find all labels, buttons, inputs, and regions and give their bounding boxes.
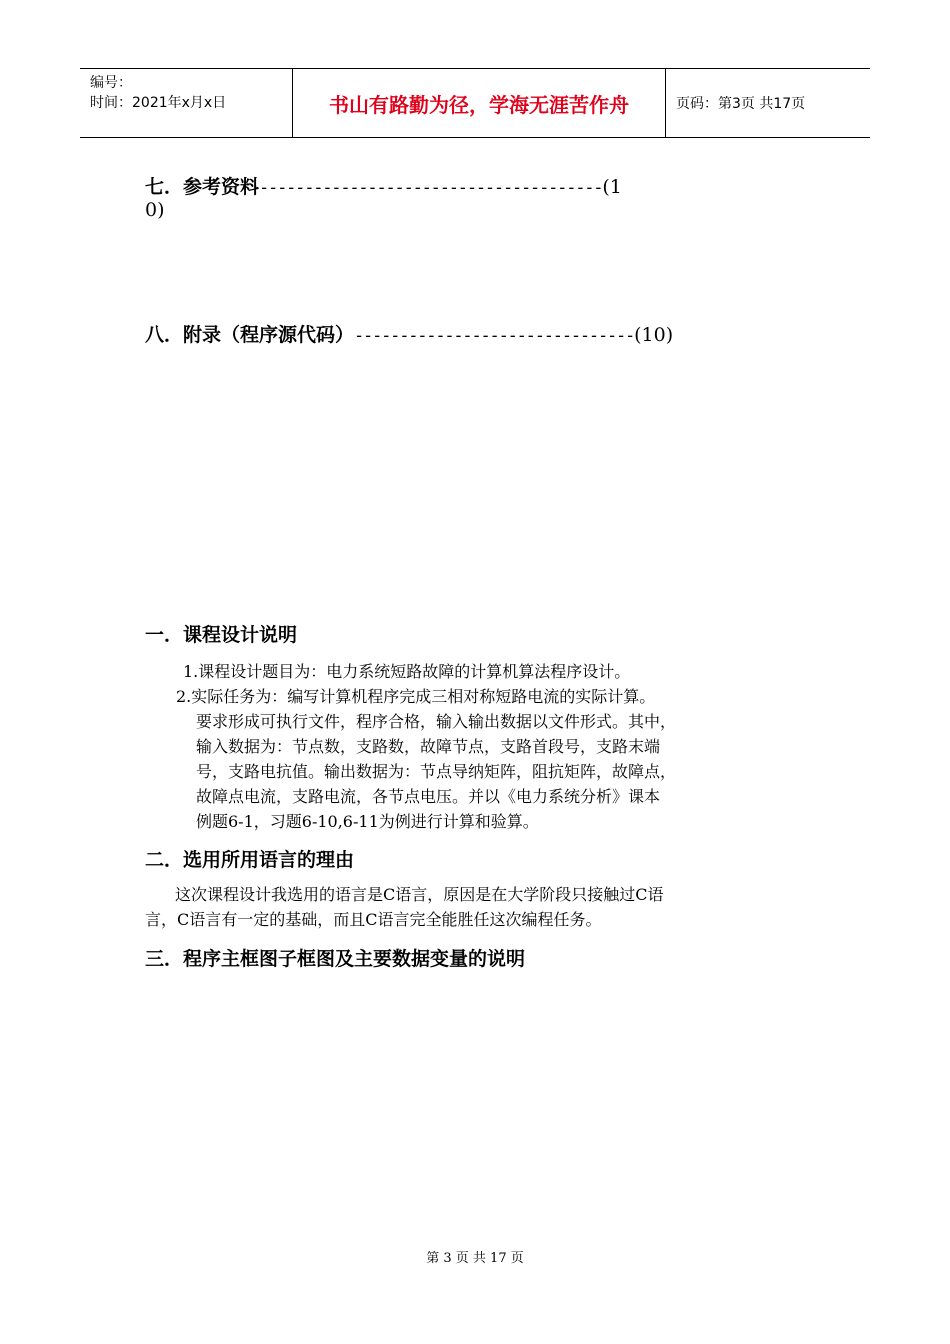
toc-dashes: ------------------------------- [354, 326, 635, 346]
paragraph-line: 输入数据为：节点数，支路数，故障节点，支路首段号，支路末端 [196, 737, 661, 756]
paragraph-line: 言，C语言有一定的基础，而且C语言完全能胜任这次编程任务。 [145, 910, 602, 929]
paragraph-line: 要求形成可执行文件，程序合格，输入输出数据以文件形式。其中， [196, 712, 677, 731]
paragraph-line: 号，支路电抗值。输出数据为：节点导纳矩阵，阻抗矩阵，故障点， [196, 762, 677, 781]
paragraph-line: 例题6-1，习题6-10,6-11为例进行计算和验算。 [196, 812, 539, 831]
section-title-3: 三．程序主框图子框图及主要数据变量的说明 [145, 948, 526, 970]
toc-page-number: (1 0) [145, 176, 622, 221]
toc-page-number: (10) [634, 324, 674, 346]
header-motto: 书山有路勤为径，学海无涯苦作舟 [293, 69, 666, 137]
page-footer: 第 3 页 共 17 页 [426, 1251, 524, 1266]
header-number: 编号： [90, 75, 132, 91]
paragraph-line: 1.课程设计题目为：电力系统短路故障的计算机算法程序设计。 [183, 662, 631, 681]
toc-title: 七．参考资料 [145, 176, 260, 198]
toc-entry-references [145, 172, 622, 221]
toc-entry-appendix [145, 320, 673, 347]
header-date: 时间：2021年x月x日 [90, 95, 227, 111]
paragraph-line: 故障点电流，支路电流，各节点电压。并以《电力系统分析》课本 [196, 787, 661, 806]
paragraph-line: 这次课程设计我选用的语言是C语言，原因是在大学阶段只接触过C语 [175, 885, 664, 904]
paragraph-line: 2.实际任务为：编写计算机程序完成三相对称短路电流的实际计算。 [176, 687, 656, 706]
toc-dashes: -------------------------------------- [259, 178, 603, 198]
page-header [80, 68, 870, 138]
toc-title: 八．附录（程序源代码） [145, 324, 355, 346]
header-meta [80, 69, 293, 137]
section-title-2: 二．选用所用语言的理由 [145, 849, 355, 871]
section-title-1: 一．课程设计说明 [145, 624, 298, 646]
header-page-info: 页码：第3页 共17页 [676, 96, 806, 112]
